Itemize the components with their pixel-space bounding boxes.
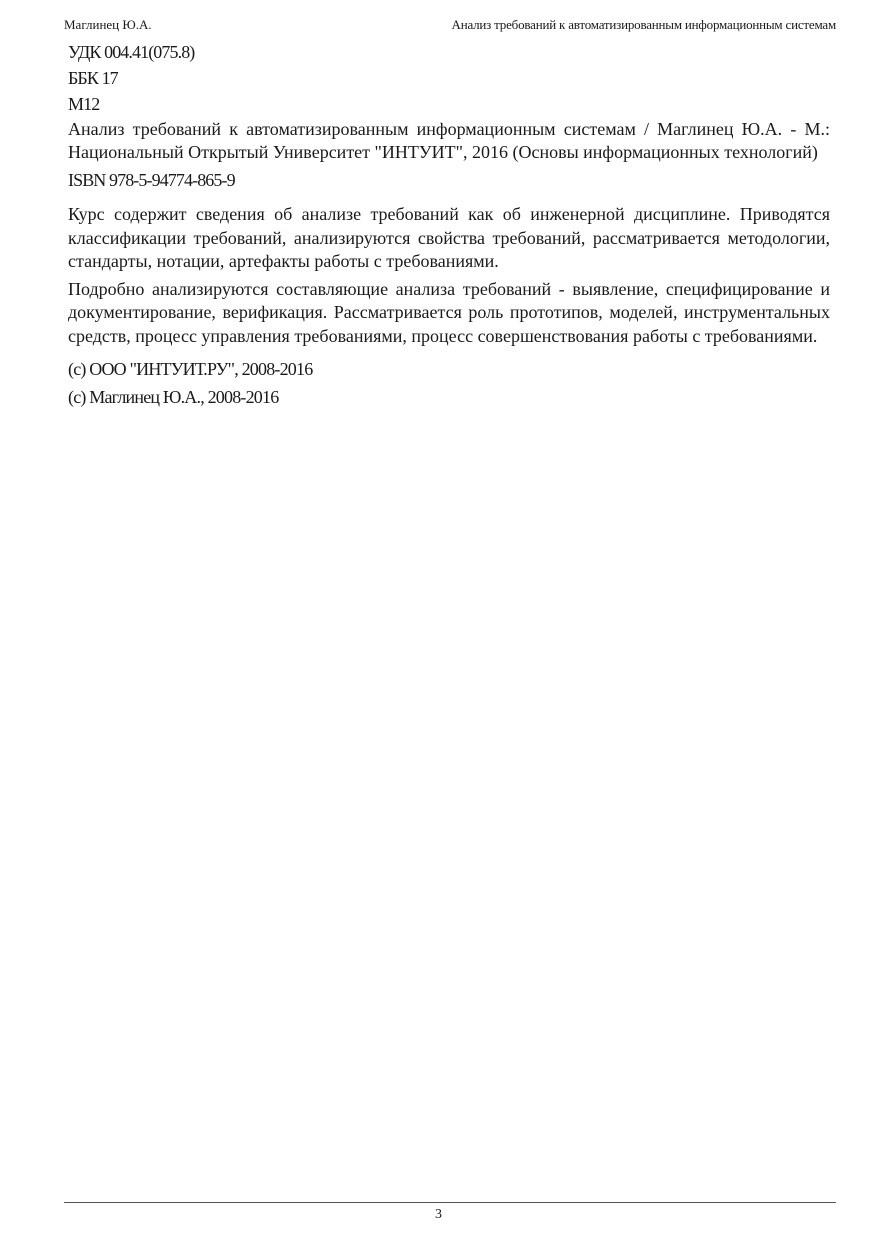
page-number: 3 — [435, 1207, 442, 1222]
copyright-publisher: (c) ООО "ИНТУИТ.РУ", 2008-2016 — [68, 359, 313, 379]
bbk-code: ББК 17 — [68, 68, 118, 88]
header-author: Маглинец Ю.А. — [64, 17, 152, 32]
bibliographic-citation: Анализ требований к автоматизированным информационным системам / Маглинец Ю.А. - М.: Национальный Открытый Университет "ИНТУИТ", 2016 (Основы информационных технологий) — [68, 119, 830, 162]
footer-divider — [64, 1202, 836, 1203]
copyright-author: (c) Маглинец Ю.А., 2008-2016 — [68, 387, 279, 407]
annotation-paragraph-1: Курс содержит сведения об анализе требований как об инженерной дисциплине. Приводятся классификации требований, анализируются свойства требований, рассматривается методологии, стандарты, нотации, артефакты работы с требованиями. — [68, 204, 830, 271]
page-content — [68, 39, 830, 411]
page-header — [64, 16, 836, 36]
header-running-title: Анализ требований к автоматизированным информационным системам — [451, 17, 836, 32]
author-mark: М12 — [68, 94, 100, 114]
annotation-paragraph-2: Подробно анализируются составляющие анализа требований - выявление, специфицирование и документирование, верификация. Рассматривается роль прототипов, моделей, инструментальных средств, процесс управления требованиями, процесс совершенствования работы с требованиями. — [68, 278, 830, 346]
udk-code: УДК 004.41(075.8) — [68, 42, 195, 62]
isbn: ISBN 978-5-94774-865-9 — [68, 170, 235, 190]
